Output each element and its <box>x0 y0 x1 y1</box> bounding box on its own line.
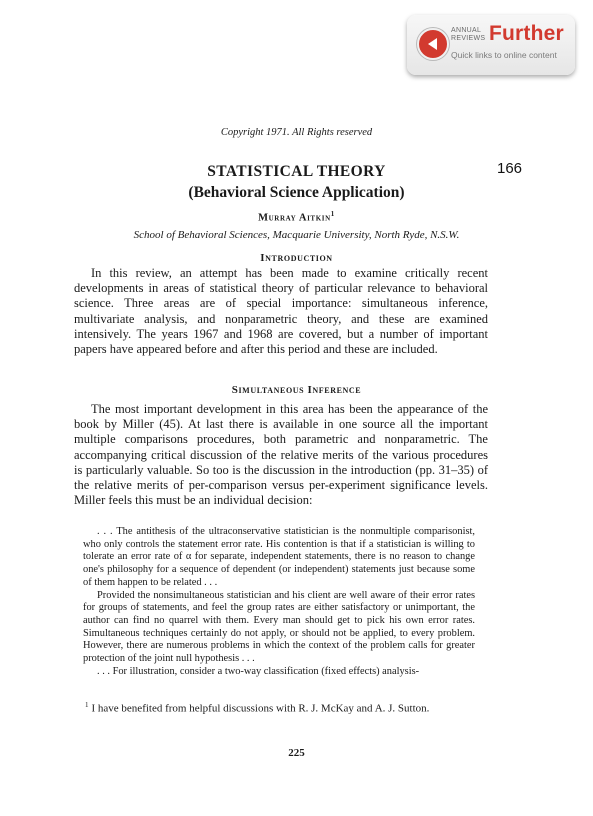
simultaneous-inference-body <box>74 402 488 508</box>
badge-annual: ANNUAL <box>451 27 482 34</box>
block-quote <box>83 526 475 678</box>
author-footnote-mark: 1 <box>330 210 335 218</box>
footnote-text: I have benefited from helpful discussions with R. J. McKay and A. J. Sutton. <box>91 702 430 715</box>
footnote <box>85 701 505 715</box>
quote-paragraph-2: Provided the nonsimultaneous statistician and his client are well aware of their error rates for groups of statements, and feel the group rates are either satisfactory or unimportant, the author can find no quarrel with them. Every man should get to pick his own error rates. Simultaneous techniques certainly do not apply, or should not be applied, to every problem. However, there are numerous problems in which the context of the problem calls for greater protection of the joint null hypothesis . . . <box>83 589 475 665</box>
copyright-notice: Copyright 1971. All Rights reserved <box>220 127 373 138</box>
author-affiliation: School of Behavioral Sciences, Macquarie University, North Ryde, N.S.W. <box>133 229 460 241</box>
further-badge[interactable] <box>407 15 575 75</box>
introduction-body <box>74 266 488 357</box>
section-heading-introduction: Introduction <box>260 252 333 264</box>
author-line <box>40 210 553 224</box>
badge-reviews: REVIEWS <box>451 35 486 42</box>
article-subtitle: (Behavioral Science Application) <box>188 184 405 201</box>
badge-tagline: Quick links to online content <box>451 50 557 60</box>
folio-page-number: 225 <box>288 747 305 759</box>
arrow-left-icon <box>417 28 449 60</box>
author-name: Murray Aitkin <box>258 212 331 224</box>
page-number: 166 <box>497 160 523 177</box>
quote-paragraph-3: . . . For illustration, consider a two-way classification (fixed effects) analysis- <box>97 665 420 677</box>
badge-further: Further <box>489 22 564 45</box>
section-heading-simultaneous-inference: Simultaneous Inference <box>231 384 362 396</box>
footnote-mark: 1 <box>85 701 89 709</box>
simultaneous-inference-paragraph: The most important development in this area has been the appearance of the book by Miller (45). At last there is available in one source all the important multiple comparisons procedures, both parametric and nonparametric. The accompanying critical discussion of the relative merits of the various procedures is particularly valuable. So too is the discussion in the introduction (pp. 31–35) of the relative merits of per-comparison versus per-experiment significance levels. Miller feels this must be an individual decision: <box>74 402 488 508</box>
article-title: STATISTICAL THEORY <box>207 163 386 180</box>
quote-paragraph-1: . . . The antithesis of the ultraconservative statistician is the nonmultiple comparisonist, who only controls the statement error rate. His contention is that if a statistician is willing to tolerate an error rate of α for separate, independent statements, there is no reason to change one's philosophy for a sequence of dependent (or independent) statements just because some of them happen to be related . . . <box>83 526 475 588</box>
introduction-paragraph: In this review, an attempt has been made to examine critically recent developments in areas of statistical theory of particular relevance to behavioral science. Three areas are of special importance: simultaneous inference, multivariate analysis, and nonparametric theory, and these are examined intensively. The years 1967 and 1968 are covered, but a number of important papers have appeared before and after this period and these are included. <box>74 266 488 357</box>
badge-annual-reviews <box>451 27 485 43</box>
